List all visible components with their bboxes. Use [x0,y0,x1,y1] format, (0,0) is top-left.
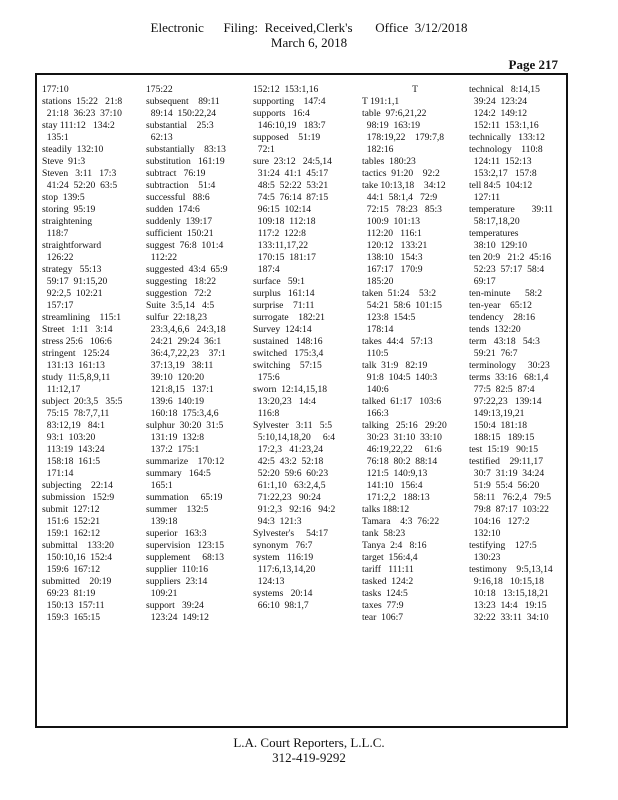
index-entry: substantially 83:13 [146,144,226,155]
index-entry: terminology 30:23 [469,360,550,371]
index-entry: 159:1 162:12 [42,528,101,539]
index-entry: 44:1 58:1,4 72:9 [362,192,438,203]
index-entry: 30:23 31:10 33:10 [362,432,442,443]
index-entry: 116:8 [253,408,280,419]
index-entry: 104:16 127:2 [469,516,530,527]
index-entry: sworn 12:14,15,18 [253,384,328,395]
index-entry: stress 25:6 106:6 [42,336,112,347]
index-entry: 124:2 149:12 [469,108,528,119]
index-entry: testifying 127:5 [469,540,537,551]
index-entry: 149:13,19,21 [469,408,525,419]
index-entry: tactics 91:20 92:2 [362,168,440,179]
index-entry: Sylvester 3:11 5:5 [253,420,333,431]
index-entry: 91:8 104:5 140:3 [362,372,438,383]
index-entry: 132:10 [469,528,501,539]
index-entry: 150:4 181:18 [469,420,528,431]
index-entry: 93:1 103:20 [42,432,96,443]
index-entry: 79:8 87:17 103:22 [469,504,549,515]
index-entry: 72:15 78:23 85:3 [362,204,442,215]
index-entry: 166:3 [362,408,389,419]
index-entry: subsequent 89:11 [146,96,220,107]
index-entry: 139:6 140:19 [146,396,205,407]
index-entry: 69:23 81:19 [42,588,96,599]
index-entry: 137:2 175:1 [146,444,200,455]
index-column-5 [469,84,569,624]
index-entry: tank 58:23 [362,528,406,539]
index-entry: 54:21 58:6 101:15 [362,300,442,311]
index-column-3 [253,84,363,612]
index-entry: Steven 3:11 17:3 [42,168,117,179]
index-entry: 37:13,19 38:11 [146,360,214,371]
index-entry: superior 163:3 [146,528,207,539]
index-entry: 10:18 13:15,18,21 [469,588,549,599]
index-entry: 9:16,18 10:15,18 [469,576,544,587]
index-entry: Street 1:11 3:14 [42,324,113,335]
index-entry: term 43:18 54:3 [469,336,540,347]
index-entry: 39:10 120:20 [146,372,205,383]
index-entry: 46:19,22,22 61:6 [362,444,442,455]
index-entry: surface 59:1 [253,276,305,287]
index-entry: sulfur 22:18,23 [146,312,208,323]
index-entry: 48:5 52:22 53:21 [253,180,329,191]
index-entry: 58:11 76:2,4 79:5 [469,492,551,503]
index-entry: 13:20,23 14:4 [253,396,316,407]
index-entry: 130:23 [469,552,501,563]
index-entry: suppliers 23:14 [146,576,208,587]
index-entry: Steve 91:3 [42,156,86,167]
index-entry: 36:4,7,22,23 37:1 [146,348,226,359]
index-entry: 66:10 98:1,7 [253,600,309,611]
index-entry: temperatures [469,228,519,239]
index-entry: table 97:6,21,22 [362,108,427,119]
index-entry: 150:13 157:11 [42,600,105,611]
index-entry: supplement 68:13 [146,552,225,563]
index-entry: study 11:5,8,9,11 [42,372,111,383]
index-entry: tear 106:7 [362,612,404,623]
index-entry: 94:3 121:3 [253,516,302,527]
index-entry: 175:6 [253,372,280,383]
index-entry: 42:5 43:2 52:18 [253,456,324,467]
index-entry: systems 20:14 [253,588,313,599]
index-entry: talking 25:16 29:20 [362,420,447,431]
index-entry: 139:18 [146,516,178,527]
index-entry: sudden 174:6 [146,204,200,215]
index-entry: take 10:13,18 34:12 [362,180,446,191]
index-entry: 92:2,5 102:21 [42,288,103,299]
index-entry: subtract 76:19 [146,168,206,179]
index-entry: 175:22 [146,84,173,95]
index-entry: taken 51:24 53:2 [362,288,437,299]
index-entry: streamlining 115:1 [42,312,122,323]
index-entry: 98:19 163:19 [362,120,421,131]
index-entry: 120:12 133:21 [362,240,428,251]
index-entry: strategy 55:13 [42,264,102,275]
index-entry: supposed 51:19 [253,132,321,143]
index-entry: tariff 111:11 [362,564,414,575]
index-entry: stop 139:5 [42,192,85,203]
index-entry: 100:9 101:13 [362,216,421,227]
index-entry: 118:7 [42,228,69,239]
index-entry: surprise 71:11 [253,300,315,311]
index-entry: 17:2,3 41:23,24 [253,444,324,455]
index-entry: suggesting 18:22 [146,276,217,287]
index-entry: sustained 148:16 [253,336,323,347]
index-entry: 124:13 [253,576,285,587]
filing-stamp [0,20,618,50]
index-entry: substantial 25:3 [146,120,214,131]
index-entry: 133:11,17,22 [253,240,309,251]
index-entry: straightforward [42,240,102,251]
index-entry: 32:22 33:11 34:10 [469,612,549,623]
index-entry: 178:19,22 179:7,8 [362,132,445,143]
index-entry: ten-year 65:12 [469,300,532,311]
index-entry: successful 88:6 [146,192,210,203]
index-entry: 109:21 [146,588,178,599]
index-entry: talks 188:12 [362,504,410,515]
index-entry: 188:15 189:15 [469,432,535,443]
index-entry: 185:20 [362,276,394,287]
index-entry: 171:14 [42,468,74,479]
index-entry: 52:23 57:17 58:4 [469,264,545,275]
index-entry: sure 23:12 24:5,14 [253,156,332,167]
index-entry: system 116:19 [253,552,314,563]
index-entry: summation 65:19 [146,492,223,503]
index-entry: sufficient 150:21 [146,228,214,239]
index-entry: 38:10 129:10 [469,240,528,251]
index-entry: 165:1 [146,480,173,491]
index-entry: 126:22 [42,252,74,263]
index-frame [35,73,568,728]
index-entry: talk 31:9 82:19 [362,360,428,371]
index-entry: 110:5 [362,348,389,359]
index-entry: tables 180:23 [362,156,416,167]
index-entry: summer 132:5 [146,504,209,515]
index-entry: tell 84:5 104:12 [469,180,533,191]
index-entry: surrogate 182:21 [253,312,325,323]
index-entry: 159:3 165:15 [42,612,101,623]
index-entry: summarize 170:12 [146,456,225,467]
index-entry: 159:6 167:12 [42,564,101,575]
index-entry: 153:2,17 157:8 [469,168,537,179]
index-entry: 150:10,16 152:4 [42,552,113,563]
index-entry: terms 33:16 68:1,4 [469,372,549,383]
index-entry: 97:22,23 139:14 [469,396,542,407]
index-entry: suggested 43:4 65:9 [146,264,228,275]
index-entry: 77:5 82:5 87:4 [469,384,535,395]
index-entry: 52:20 59:6 60:23 [253,468,329,479]
index-entry: suggestion 72:2 [146,288,212,299]
index-entry: submitted 20:19 [42,576,112,587]
index-entry: 177:10 [42,84,69,95]
index-entry: 23:3,4,6,6 24:3,18 [146,324,226,335]
index-entry: 123:24 149:12 [146,612,209,623]
index-entry: storing 95:19 [42,204,96,215]
index-entry: 124:11 152:13 [469,156,532,167]
filing-stamp-line1: Electronic Filing: Received,Clerk's Office 3/12/2018 [150,20,468,35]
index-entry: 182:16 [362,144,394,155]
index-entry: Suite 3:5,14 4:5 [146,300,215,311]
index-entry: 167:17 170:9 [362,264,423,275]
index-entry: 74:5 76:14 87:15 [253,192,329,203]
index-entry: 152:12 153:1,16 [253,84,319,95]
index-entry: 170:15 181:17 [253,252,316,263]
index-entry: Survey 124:14 [253,324,312,335]
index-entry: 69:17 [469,276,496,287]
index-entry: 5:10,14,18,20 6:4 [253,432,336,443]
index-entry: temperature 39:11 [469,204,554,215]
index-entry: 187:4 [253,264,280,275]
index-entry: 72:1 [253,144,275,155]
index-entry: 157:17 [42,300,74,311]
index-entry: 61:1,10 63:2,4,5 [253,480,326,491]
index-column-2 [146,84,250,624]
index-entry: 91:2,3 92:16 94:2 [253,504,336,515]
index-entry: technically 133:12 [469,132,545,143]
index-entry: 71:22,23 90:24 [253,492,321,503]
index-entry: testimony 9:5,13,14 [469,564,553,575]
index-entry: sulphur 30:20 31:5 [146,420,224,431]
index-entry: submittal 133:20 [42,540,114,551]
index-entry: supporting 147:4 [253,96,326,107]
index-entry: surplus 161:14 [253,288,315,299]
index-entry: target 156:4,4 [362,552,418,563]
index-entry: 59:17 91:15,20 [42,276,108,287]
footer-phone: 312-419-9292 [272,750,346,765]
index-entry: 59:21 76:7 [469,348,518,359]
index-entry: 140:6 [362,384,389,395]
index-entry: 11:12,17 [42,384,81,395]
index-entry: 76:18 80:2 88:14 [362,456,438,467]
index-entry: 58:17,18,20 [469,216,520,227]
index-entry: 39:24 123:24 [469,96,528,107]
index-entry: subjecting 22:14 [42,480,113,491]
index-entry: substitution 161:19 [146,156,225,167]
footer-company: L.A. Court Reporters, L.L.C. [233,735,385,750]
filing-stamp-date: March 6, 2018 [270,35,348,50]
index-entry: T [412,84,418,95]
index-entry: 117:6,13,14,20 [253,564,316,575]
index-entry: technical 8:14,15 [469,84,540,95]
index-entry: 121:8,15 137:1 [146,384,214,395]
index-entry: tasks 124:5 [362,588,408,599]
index-entry: 41:24 52:20 63:5 [42,180,118,191]
index-entry: technology 110:8 [469,144,543,155]
index-entry: 123:8 154:5 [362,312,416,323]
index-entry: straightening [42,216,93,227]
index-entry: 96:15 102:14 [253,204,312,215]
index-entry: submission 152:9 [42,492,115,503]
index-entry: stations 15:22 21:8 [42,96,123,107]
index-entry: test 15:19 90:15 [469,444,539,455]
index-entry: Tamara 4:3 76:22 [362,516,440,527]
index-entry: supplier 110:16 [146,564,208,575]
index-entry: T 191:1,1 [362,96,400,107]
index-entry: submit 127:12 [42,504,100,515]
index-entry: steadily 132:10 [42,144,104,155]
index-entry: 135:1 [42,132,69,143]
index-entry: 83:12,19 84:1 [42,420,105,431]
index-entry: 127:11 [469,192,501,203]
index-entry: 152:11 153:1,16 [469,120,539,131]
index-entry: stay 111:12 134:2 [42,120,115,131]
index-entry: 112:20 116:1 [362,228,422,239]
index-entry: switched 175:3,4 [253,348,324,359]
index-entry: switching 57:15 [253,360,322,371]
index-entry: supervision 123:15 [146,540,225,551]
index-entry: subject 20:3,5 35:5 [42,396,123,407]
index-entry: talked 61:17 103:6 [362,396,442,407]
index-entry: 113:19 143:24 [42,444,105,455]
index-entry: Sylvester's 54:17 [253,528,329,539]
index-entry: suggest 76:8 101:4 [146,240,224,251]
index-entry: 109:18 112:18 [253,216,316,227]
index-entry: 21:18 36:23 37:10 [42,108,122,119]
index-entry: 160:18 175:3,4,6 [146,408,219,419]
index-entry: suddenly 139:17 [146,216,213,227]
index-entry: 131:13 161:13 [42,360,105,371]
index-entry: 51:9 55:4 56:20 [469,480,540,491]
index-entry: 62:13 [146,132,173,143]
index-entry: ten 20:9 21:2 45:16 [469,252,552,263]
index-entry: 121:5 140:9,13 [362,468,428,479]
index-entry: 89:14 150:22,24 [146,108,217,119]
index-column-4 [362,84,468,624]
index-entry: takes 44:4 57:13 [362,336,433,347]
index-entry: 117:2 122:8 [253,228,306,239]
index-entry: 24:21 29:24 36:1 [146,336,222,347]
index-entry: ten-minute 58:2 [469,288,543,299]
index-entry: 158:18 161:5 [42,456,101,467]
index-entry: 141:10 156:4 [362,480,423,491]
index-entry: supports 16:4 [253,108,310,119]
index-entry: Tanya 2:4 8:16 [362,540,427,551]
index-entry: tends 132:20 [469,324,521,335]
index-entry: 31:24 41:1 45:17 [253,168,329,179]
page-number: Page 217 [508,57,558,72]
index-entry: 146:10,19 183:7 [253,120,326,131]
index-entry: 171:2,2 188:13 [362,492,430,503]
index-entry: taxes 77:9 [362,600,404,611]
index-entry: synonym 76:7 [253,540,313,551]
index-entry: testified 29:11,17 [469,456,543,467]
index-entry: 75:15 78:7,7,11 [42,408,110,419]
footer [0,735,618,765]
index-entry: 178:14 [362,324,394,335]
index-entry: tasked 124:2 [362,576,414,587]
index-entry: tendency 28:16 [469,312,536,323]
index-entry: 138:10 154:3 [362,252,423,263]
index-entry: summary 164:5 [146,468,211,479]
index-entry: 13:23 14:4 19:15 [469,600,547,611]
index-entry: 112:22 [146,252,178,263]
index-entry: stringent 125:24 [42,348,110,359]
index-entry: subtraction 51:4 [146,180,216,191]
index-entry: 131:19 132:8 [146,432,205,443]
index-entry: 30:7 31:19 34:24 [469,468,545,479]
index-entry: 151:6 152:21 [42,516,101,527]
index-entry: support 39:24 [146,600,204,611]
index-column-1 [42,84,138,624]
